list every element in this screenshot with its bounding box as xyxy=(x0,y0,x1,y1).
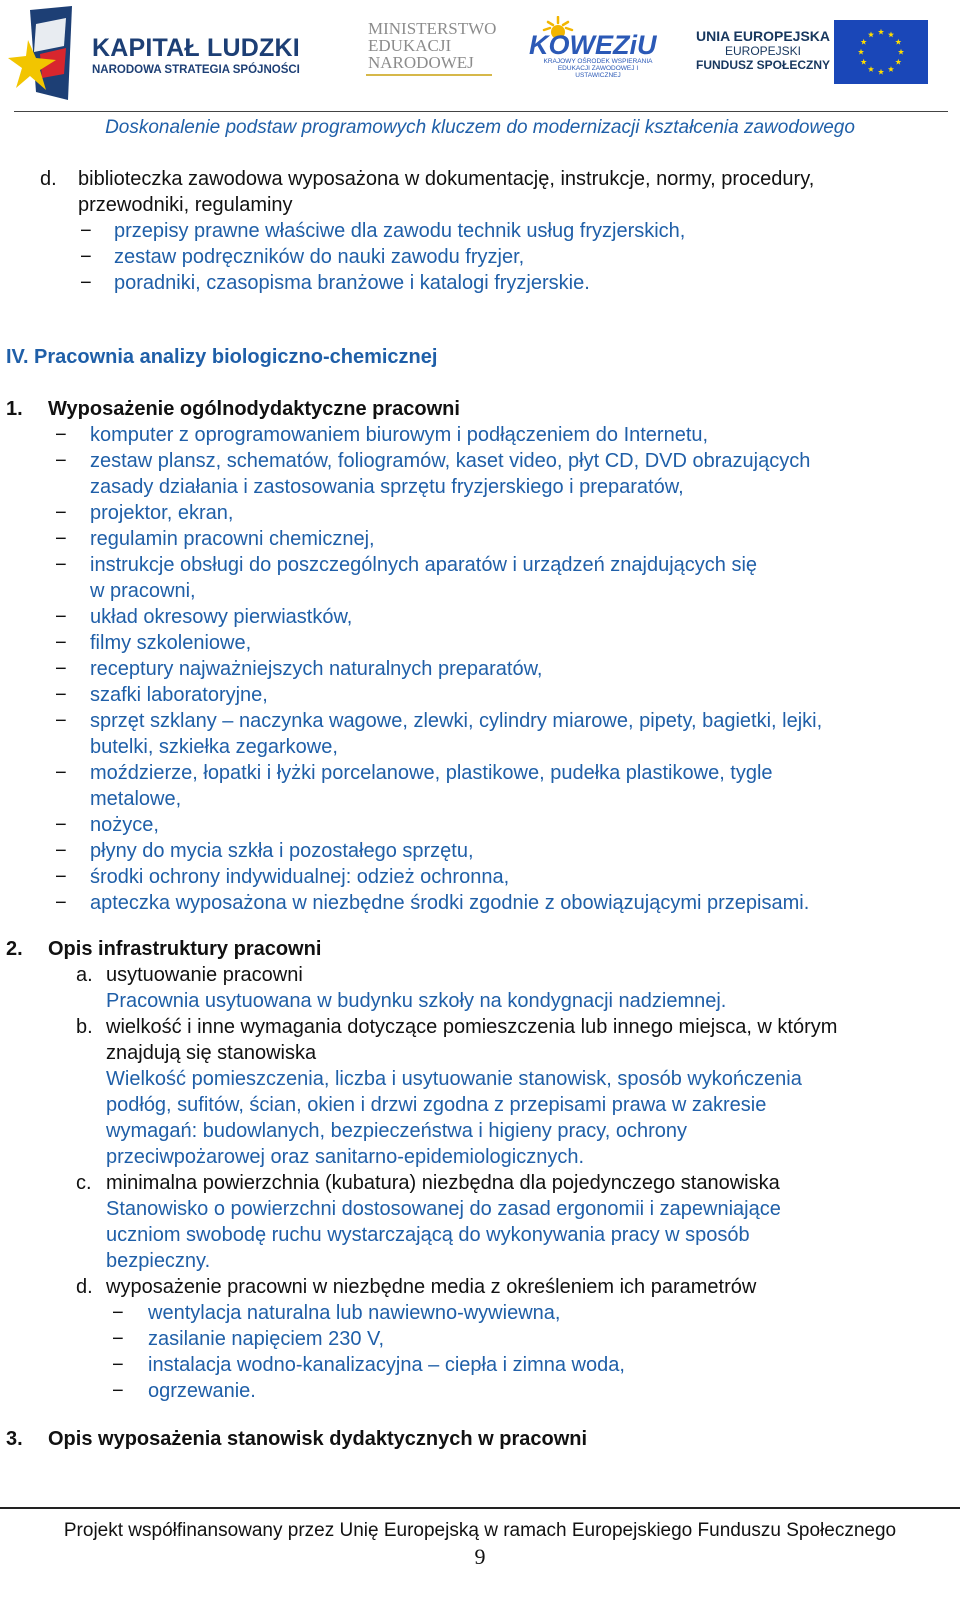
eu-line-3: FUNDUSZ SPOŁECZNY xyxy=(695,58,830,72)
header-divider xyxy=(14,111,948,112)
koweziu-name: KOWEZiU xyxy=(529,30,657,60)
stations-heading: Opis wyposażenia stanowisk dydaktycznych w pracowni xyxy=(48,1428,588,1450)
list-bullet: − xyxy=(55,840,67,862)
eu-line-1: UNIA EUROPEJSKA xyxy=(695,28,831,44)
kapital-ludzki-title: KAPITAŁ LUDZKI xyxy=(92,34,300,62)
footer-divider xyxy=(0,1507,960,1509)
list-bullet: − xyxy=(55,606,67,628)
list-bullet: − xyxy=(55,424,67,446)
kapital-ludzki-emblem-icon xyxy=(6,6,88,102)
infrastructure-heading: Opis infrastruktury pracowni xyxy=(48,938,322,960)
list-bullet: − xyxy=(80,272,92,294)
equipment-line: instrukcje obsługi do poszczególnych aparatów i urządzeń znajdujących się xyxy=(90,554,758,576)
list-bullet: − xyxy=(55,658,67,680)
infrastructure-c-text: uczniom swobodę ruchu wystarczającą do wykonywania pracy w sposób xyxy=(106,1224,750,1246)
list-bullet: − xyxy=(112,1302,124,1324)
eu-line-2: EUROPEJSKI xyxy=(724,44,802,58)
list-bullet: − xyxy=(112,1354,124,1376)
infrastructure-number: 2. xyxy=(6,938,23,960)
equipment-line: komputer z oprogramowaniem biurowym i podłączeniem do Internetu, xyxy=(90,424,709,446)
list-bullet: − xyxy=(55,450,67,472)
eu-flag-icon xyxy=(834,20,928,84)
list-bullet: − xyxy=(112,1380,124,1402)
list-bullet: − xyxy=(55,866,67,888)
ministry-line-3: NARODOWEJ xyxy=(368,53,474,72)
document-subtitle: Doskonalenie podstaw programowych kluczem do modernizacji kształcenia zawodowego xyxy=(105,117,855,138)
list-bullet: − xyxy=(55,892,67,914)
infrastructure-c-text: bezpieczny. xyxy=(106,1250,211,1272)
infrastructure-a-label: usytuowanie pracowni xyxy=(106,964,303,986)
stations-number: 3. xyxy=(6,1428,23,1450)
equipment-number: 1. xyxy=(6,398,23,420)
kapital-ludzki-subtitle: NARODOWA STRATEGIA SPÓJNOŚCI xyxy=(92,64,300,76)
infrastructure-b-text: wymagań: budowlanych, bezpieczeństwa i higieny pracy, ochrony xyxy=(106,1120,688,1142)
infrastructure-b-text: przeciwpożarowej oraz sanitarno-epidemiologicznych. xyxy=(106,1146,585,1168)
infrastructure-b-marker: b. xyxy=(76,1016,93,1038)
infrastructure-c-marker: c. xyxy=(76,1172,92,1194)
infrastructure-b-text: Wielkość pomieszczenia, liczba i usytuowanie stanowisk, sposób wykończenia xyxy=(106,1068,802,1090)
list-bullet: − xyxy=(55,528,67,550)
list-bullet: − xyxy=(55,762,67,784)
equipment-line: metalowe, xyxy=(90,788,182,810)
equipment-line: receptury najważniejszych naturalnych preparatów, xyxy=(90,658,543,680)
list-bullet: − xyxy=(55,814,67,836)
ministry-line-2: EDUKACJI xyxy=(368,36,452,55)
library-item: zestaw podręczników do nauki zawodu fryzjer, xyxy=(114,246,525,268)
media-item: ogrzewanie. xyxy=(148,1380,256,1402)
library-heading-line-1: biblioteczka zawodowa wyposażona w dokumentację, instrukcje, normy, procedury, xyxy=(78,168,815,190)
media-item: zasilanie napięciem 230 V, xyxy=(148,1328,385,1350)
equipment-line: moździerze, łopatki i łyżki porcelanowe, plastikowe, pudełka plastikowe, tygle xyxy=(90,762,773,784)
library-item: przepisy prawne właściwe dla zawodu technik usług fryzjerskich, xyxy=(114,220,686,242)
list-bullet: − xyxy=(55,502,67,524)
media-item: wentylacja naturalna lub nawiewno-wywiewna, xyxy=(148,1302,561,1324)
library-marker: d. xyxy=(40,168,57,190)
library-item: poradniki, czasopisma branżowe i katalogi fryzjerskie. xyxy=(114,272,590,294)
equipment-line: sprzęt szklany – naczynka wagowe, zlewki, cylindry miarowe, pipety, bagietki, lejki, xyxy=(90,710,823,732)
equipment-line: butelki, szkiełka zegarkowe, xyxy=(90,736,338,758)
ministry-underline xyxy=(366,74,492,76)
infrastructure-c-text: Stanowisko o powierzchni dostosowanej do zasad ergonomii i zapewniające xyxy=(106,1198,781,1220)
infrastructure-c-label: minimalna powierzchnia (kubatura) niezbędna dla pojedynczego stanowiska xyxy=(106,1172,780,1194)
infrastructure-b-label: wielkość i inne wymagania dotyczące pomieszczenia lub innego miejsca, w którym xyxy=(106,1016,838,1038)
equipment-line: apteczka wyposażona w niezbędne środki zgodnie z obowiązującymi przepisami. xyxy=(90,892,810,914)
ministry-line-1: MINISTERSTWO xyxy=(368,19,497,38)
footer-text: Projekt współfinansowany przez Unię Europejską w ramach Europejskiego Funduszu Społecznego xyxy=(63,1520,897,1541)
infrastructure-d-label: wyposażenie pracowni w niezbędne media z określeniem ich parametrów xyxy=(106,1276,757,1298)
infrastructure-a-text: Pracownia usytuowana w budynku szkoły na kondygnacji nadziemnej. xyxy=(106,990,727,1012)
koweziu-subtitle: KRAJOWY OŚRODEK WSPIERANIA EDUKACJI ZAWODOWEJ I USTAWICZNEJ xyxy=(543,58,653,79)
infrastructure-b-label: znajdują się stanowiska xyxy=(106,1042,317,1064)
list-bullet: − xyxy=(80,246,92,268)
equipment-line: filmy szkoleniowe, xyxy=(90,632,252,654)
list-bullet: − xyxy=(55,632,67,654)
logo-bar xyxy=(0,0,960,110)
library-heading-line-2: przewodniki, regulaminy xyxy=(78,194,293,216)
equipment-line: w pracowni, xyxy=(90,580,196,602)
list-bullet: − xyxy=(55,554,67,576)
equipment-line: zestaw plansz, schematów, foliogramów, kaset video, płyt CD, DVD obrazujących xyxy=(90,450,811,472)
infrastructure-a-marker: a. xyxy=(76,964,93,986)
infrastructure-b-text: podłóg, sufitów, ścian, okien i drzwi zgodna z przepisami prawa w zakresie xyxy=(106,1094,767,1116)
list-bullet: − xyxy=(55,684,67,706)
equipment-line: płyny do mycia szkła i pozostałego sprzętu, xyxy=(90,840,474,862)
equipment-line: zasady działania i zastosowania sprzętu fryzjerskiego i preparatów, xyxy=(90,476,684,498)
list-bullet: − xyxy=(80,220,92,242)
equipment-line: nożyce, xyxy=(90,814,159,836)
page-number: 9 xyxy=(474,1544,486,1569)
equipment-heading: Wyposażenie ogólnodydaktyczne pracowni xyxy=(48,398,460,420)
section-title: Pracownia analizy biologiczno-chemicznej xyxy=(34,346,438,368)
list-bullet: − xyxy=(55,710,67,732)
equipment-line: układ okresowy pierwiastków, xyxy=(90,606,353,628)
equipment-line: środki ochrony indywidualnej: odzież ochronna, xyxy=(90,866,510,888)
media-item: instalacja wodno-kanalizacyjna – ciepła i zimna woda, xyxy=(148,1354,625,1376)
list-bullet: − xyxy=(112,1328,124,1350)
equipment-line: projektor, ekran, xyxy=(90,502,234,524)
equipment-line: regulamin pracowni chemicznej, xyxy=(90,528,375,550)
section-number: IV. xyxy=(6,346,29,368)
equipment-line: szafki laboratoryjne, xyxy=(90,684,268,706)
infrastructure-d-marker: d. xyxy=(76,1276,93,1298)
